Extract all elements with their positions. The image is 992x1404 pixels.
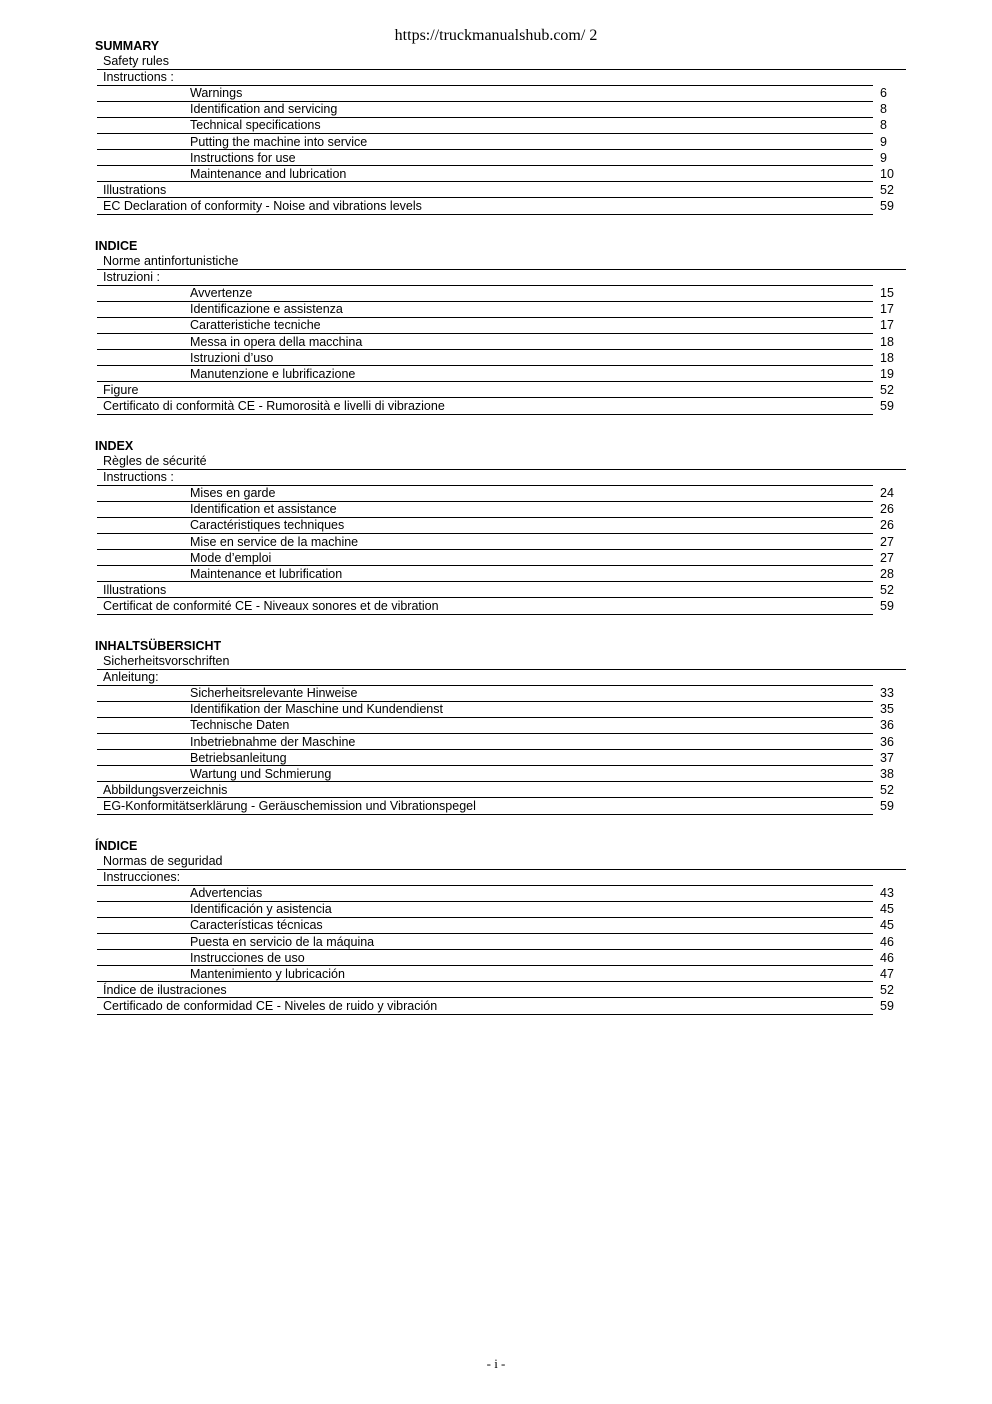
- toc-item-page: 28: [880, 566, 894, 581]
- toc-item: [0, 701, 992, 717]
- toc-entry: [0, 382, 992, 398]
- toc-entry-label: EC Declaration of conformity - Noise and vibrations levels: [103, 198, 422, 213]
- toc-item-page: 37: [880, 750, 894, 765]
- toc-entry: [0, 198, 992, 214]
- safety-rules-entry: [0, 653, 992, 669]
- toc-item-page: 43: [880, 886, 894, 901]
- toc-item-label: Maintenance et lubrification: [190, 566, 343, 581]
- divider: [97, 414, 873, 415]
- safety-rules-entry: [0, 253, 992, 269]
- toc-item-label: Identificazione e assistenza: [190, 302, 343, 317]
- toc-item-page: 9: [880, 134, 887, 149]
- safety-rules-entry-label: Sicherheitsvorschriften: [103, 654, 230, 668]
- toc-entry: [0, 782, 992, 798]
- safety-rules-entry: [0, 453, 992, 469]
- toc-entry-page: 52: [880, 982, 894, 997]
- toc-item: [0, 301, 992, 317]
- toc-item: [0, 501, 992, 517]
- toc-item: [0, 334, 992, 350]
- toc-item: [0, 950, 992, 966]
- toc-item-page: 17: [880, 302, 894, 317]
- section-title: SUMMARY: [95, 39, 160, 53]
- toc-entry-page: 52: [880, 382, 894, 397]
- instructions-heading-label: Anleitung:: [103, 670, 159, 685]
- toc-item: [0, 750, 992, 766]
- toc-item-page: 45: [880, 902, 894, 917]
- toc-item-label: Warnings: [190, 86, 243, 101]
- toc-item: [0, 566, 992, 582]
- divider: [97, 1014, 873, 1015]
- section-title: ÍNDICE: [95, 839, 138, 853]
- toc-item-page: 27: [880, 534, 894, 549]
- instructions-heading: [0, 69, 992, 85]
- toc-item-page: 8: [880, 102, 887, 117]
- toc-item: [0, 934, 992, 950]
- toc-item-label: Identifikation der Maschine und Kundendienst: [190, 702, 443, 717]
- toc-item-label: Technische Daten: [190, 718, 290, 733]
- safety-rules-entry-label: Règles de sécurité: [103, 454, 207, 468]
- toc-entry-label: Certificato di conformità CE - Rumorosità e livelli di vibrazione: [103, 398, 445, 413]
- toc-item-label: Putting the machine into service: [190, 134, 368, 149]
- toc-item-label: Wartung und Schmierung: [190, 766, 332, 781]
- toc-item-page: 6: [880, 86, 887, 101]
- toc-item: [0, 350, 992, 366]
- toc-item-page: 45: [880, 918, 894, 933]
- safety-rules-entry: [0, 53, 992, 69]
- toc-item: [0, 534, 992, 550]
- toc-item: [0, 517, 992, 533]
- toc-item-page: 18: [880, 334, 894, 349]
- toc-item: [0, 917, 992, 933]
- toc-item: [0, 901, 992, 917]
- toc-entry-label: Certificado de conformidad CE - Niveles de ruido y vibración: [103, 998, 438, 1013]
- toc-entry-label: Illustrations: [103, 582, 167, 597]
- safety-rules-entry-label: Safety rules: [103, 54, 170, 68]
- toc-item-label: Características técnicas: [190, 918, 323, 933]
- safety-rules-entry-label: Norme antinfortunistiche: [103, 254, 239, 268]
- instructions-heading-label: Instrucciones:: [103, 870, 181, 885]
- toc-entry-label: EG-Konformitätserklärung - Geräuschemission und Vibrationspegel: [103, 798, 476, 813]
- toc-entry: [0, 398, 992, 414]
- instructions-heading: [0, 669, 992, 685]
- toc-item-label: Avvertenze: [190, 286, 253, 301]
- toc-item-page: 8: [880, 118, 887, 133]
- toc-item-page: 36: [880, 718, 894, 733]
- toc-entry: [0, 982, 992, 998]
- toc-item: [0, 366, 992, 382]
- toc-item: [0, 685, 992, 701]
- toc-item: [0, 317, 992, 333]
- toc-item-page: 47: [880, 966, 894, 981]
- toc-entry: [0, 798, 992, 814]
- toc-item: [0, 166, 992, 182]
- toc-entry-label: Figure: [103, 382, 139, 397]
- divider: [97, 614, 873, 615]
- toc-entry-label: Illustrations: [103, 182, 167, 197]
- toc-entry-page: 52: [880, 182, 894, 197]
- toc-item-label: Mises en garde: [190, 486, 276, 501]
- section-title: INDICE: [95, 239, 138, 253]
- toc-item-label: Mise en service de la machine: [190, 534, 359, 549]
- toc-item-label: Technical specifications: [190, 118, 321, 133]
- toc-item-page: 18: [880, 350, 894, 365]
- divider: [97, 214, 873, 215]
- instructions-heading-label: Instructions :: [103, 70, 174, 85]
- toc-item-label: Istruzioni d’uso: [190, 350, 274, 365]
- header-url: https://truckmanualshub.com/ 2: [394, 27, 598, 44]
- toc-entry-page: 52: [880, 782, 894, 797]
- toc-item: [0, 885, 992, 901]
- toc-item-label: Maintenance and lubrication: [190, 166, 347, 181]
- toc-entry-page: 59: [880, 198, 894, 213]
- instructions-heading-label: Istruzioni :: [103, 270, 160, 285]
- toc-item: [0, 734, 992, 750]
- toc-entry-page: 59: [880, 798, 894, 813]
- toc-item-page: 27: [880, 550, 894, 565]
- toc-item: [0, 966, 992, 982]
- toc-item-label: Caractéristiques techniques: [190, 518, 345, 533]
- toc-item-label: Identification et assistance: [190, 502, 337, 517]
- toc-item-page: 17: [880, 318, 894, 333]
- toc-entry-page: 52: [880, 582, 894, 597]
- toc-item: [0, 101, 992, 117]
- section-title: INHALTSÜBERSICHT: [95, 639, 222, 653]
- toc-item: [0, 117, 992, 133]
- toc-item-page: 19: [880, 366, 894, 381]
- toc-entry: [0, 998, 992, 1014]
- toc-entry: [0, 598, 992, 614]
- page-number: - i -: [486, 1356, 506, 1371]
- toc-item: [0, 717, 992, 733]
- toc-item-label: Caratteristiche tecniche: [190, 318, 321, 333]
- toc-item-page: 46: [880, 950, 894, 965]
- toc-item-page: 15: [880, 286, 894, 301]
- toc-entry: [0, 182, 992, 198]
- toc-item-label: Identification and servicing: [190, 102, 338, 117]
- toc-item-label: Advertencias: [190, 886, 263, 901]
- instructions-heading: [0, 469, 992, 485]
- instructions-heading: [0, 869, 992, 885]
- toc-item-page: 38: [880, 766, 894, 781]
- toc-item: [0, 766, 992, 782]
- toc-entry: [0, 582, 992, 598]
- toc-item-label: Betriebsanleitung: [190, 750, 287, 765]
- divider: [97, 814, 873, 815]
- toc-item: [0, 285, 992, 301]
- safety-rules-entry-label: Normas de seguridad: [103, 854, 223, 868]
- toc-item: [0, 134, 992, 150]
- toc-item-page: 46: [880, 934, 894, 949]
- section-title: INDEX: [95, 439, 134, 453]
- toc-item: [0, 550, 992, 566]
- toc-item-label: Sicherheitsrelevante Hinweise: [190, 686, 358, 701]
- toc-item-page: 35: [880, 702, 894, 717]
- toc-entry-label: Certificat de conformité CE - Niveaux sonores et de vibration: [103, 598, 439, 613]
- toc-entry-page: 59: [880, 598, 894, 613]
- toc-item-page: 10: [880, 166, 894, 181]
- instructions-heading-label: Instructions :: [103, 470, 174, 485]
- toc-item-label: Manutenzione e lubrificazione: [190, 366, 356, 381]
- toc-item-label: Mode d’emploi: [190, 550, 272, 565]
- toc-item-label: Mantenimiento y lubricación: [190, 966, 345, 981]
- toc-item-page: 26: [880, 518, 894, 533]
- toc-item-page: 24: [880, 486, 894, 501]
- toc-item-label: Instrucciones de uso: [190, 950, 305, 965]
- toc-item-label: Puesta en servicio de la máquina: [190, 934, 375, 949]
- toc-item-page: 36: [880, 734, 894, 749]
- toc-item-label: Instructions for use: [190, 150, 296, 165]
- toc-item: [0, 150, 992, 166]
- safety-rules-entry: [0, 853, 992, 869]
- toc-item-page: 9: [880, 150, 887, 165]
- toc-entry-page: 59: [880, 398, 894, 413]
- toc-item: [0, 485, 992, 501]
- toc-entry-page: 59: [880, 998, 894, 1013]
- toc-entry-label: Abbildungsverzeichnis: [103, 782, 228, 797]
- toc-item-label: Messa in opera della macchina: [190, 334, 363, 349]
- toc-entry-label: Índice de ilustraciones: [103, 982, 227, 997]
- toc-item-page: 33: [880, 686, 894, 701]
- toc-item: [0, 85, 992, 101]
- toc-item-label: Identificación y asistencia: [190, 902, 332, 917]
- instructions-heading: [0, 269, 992, 285]
- toc-item-page: 26: [880, 502, 894, 517]
- toc-item-label: Inbetriebnahme der Maschine: [190, 734, 356, 749]
